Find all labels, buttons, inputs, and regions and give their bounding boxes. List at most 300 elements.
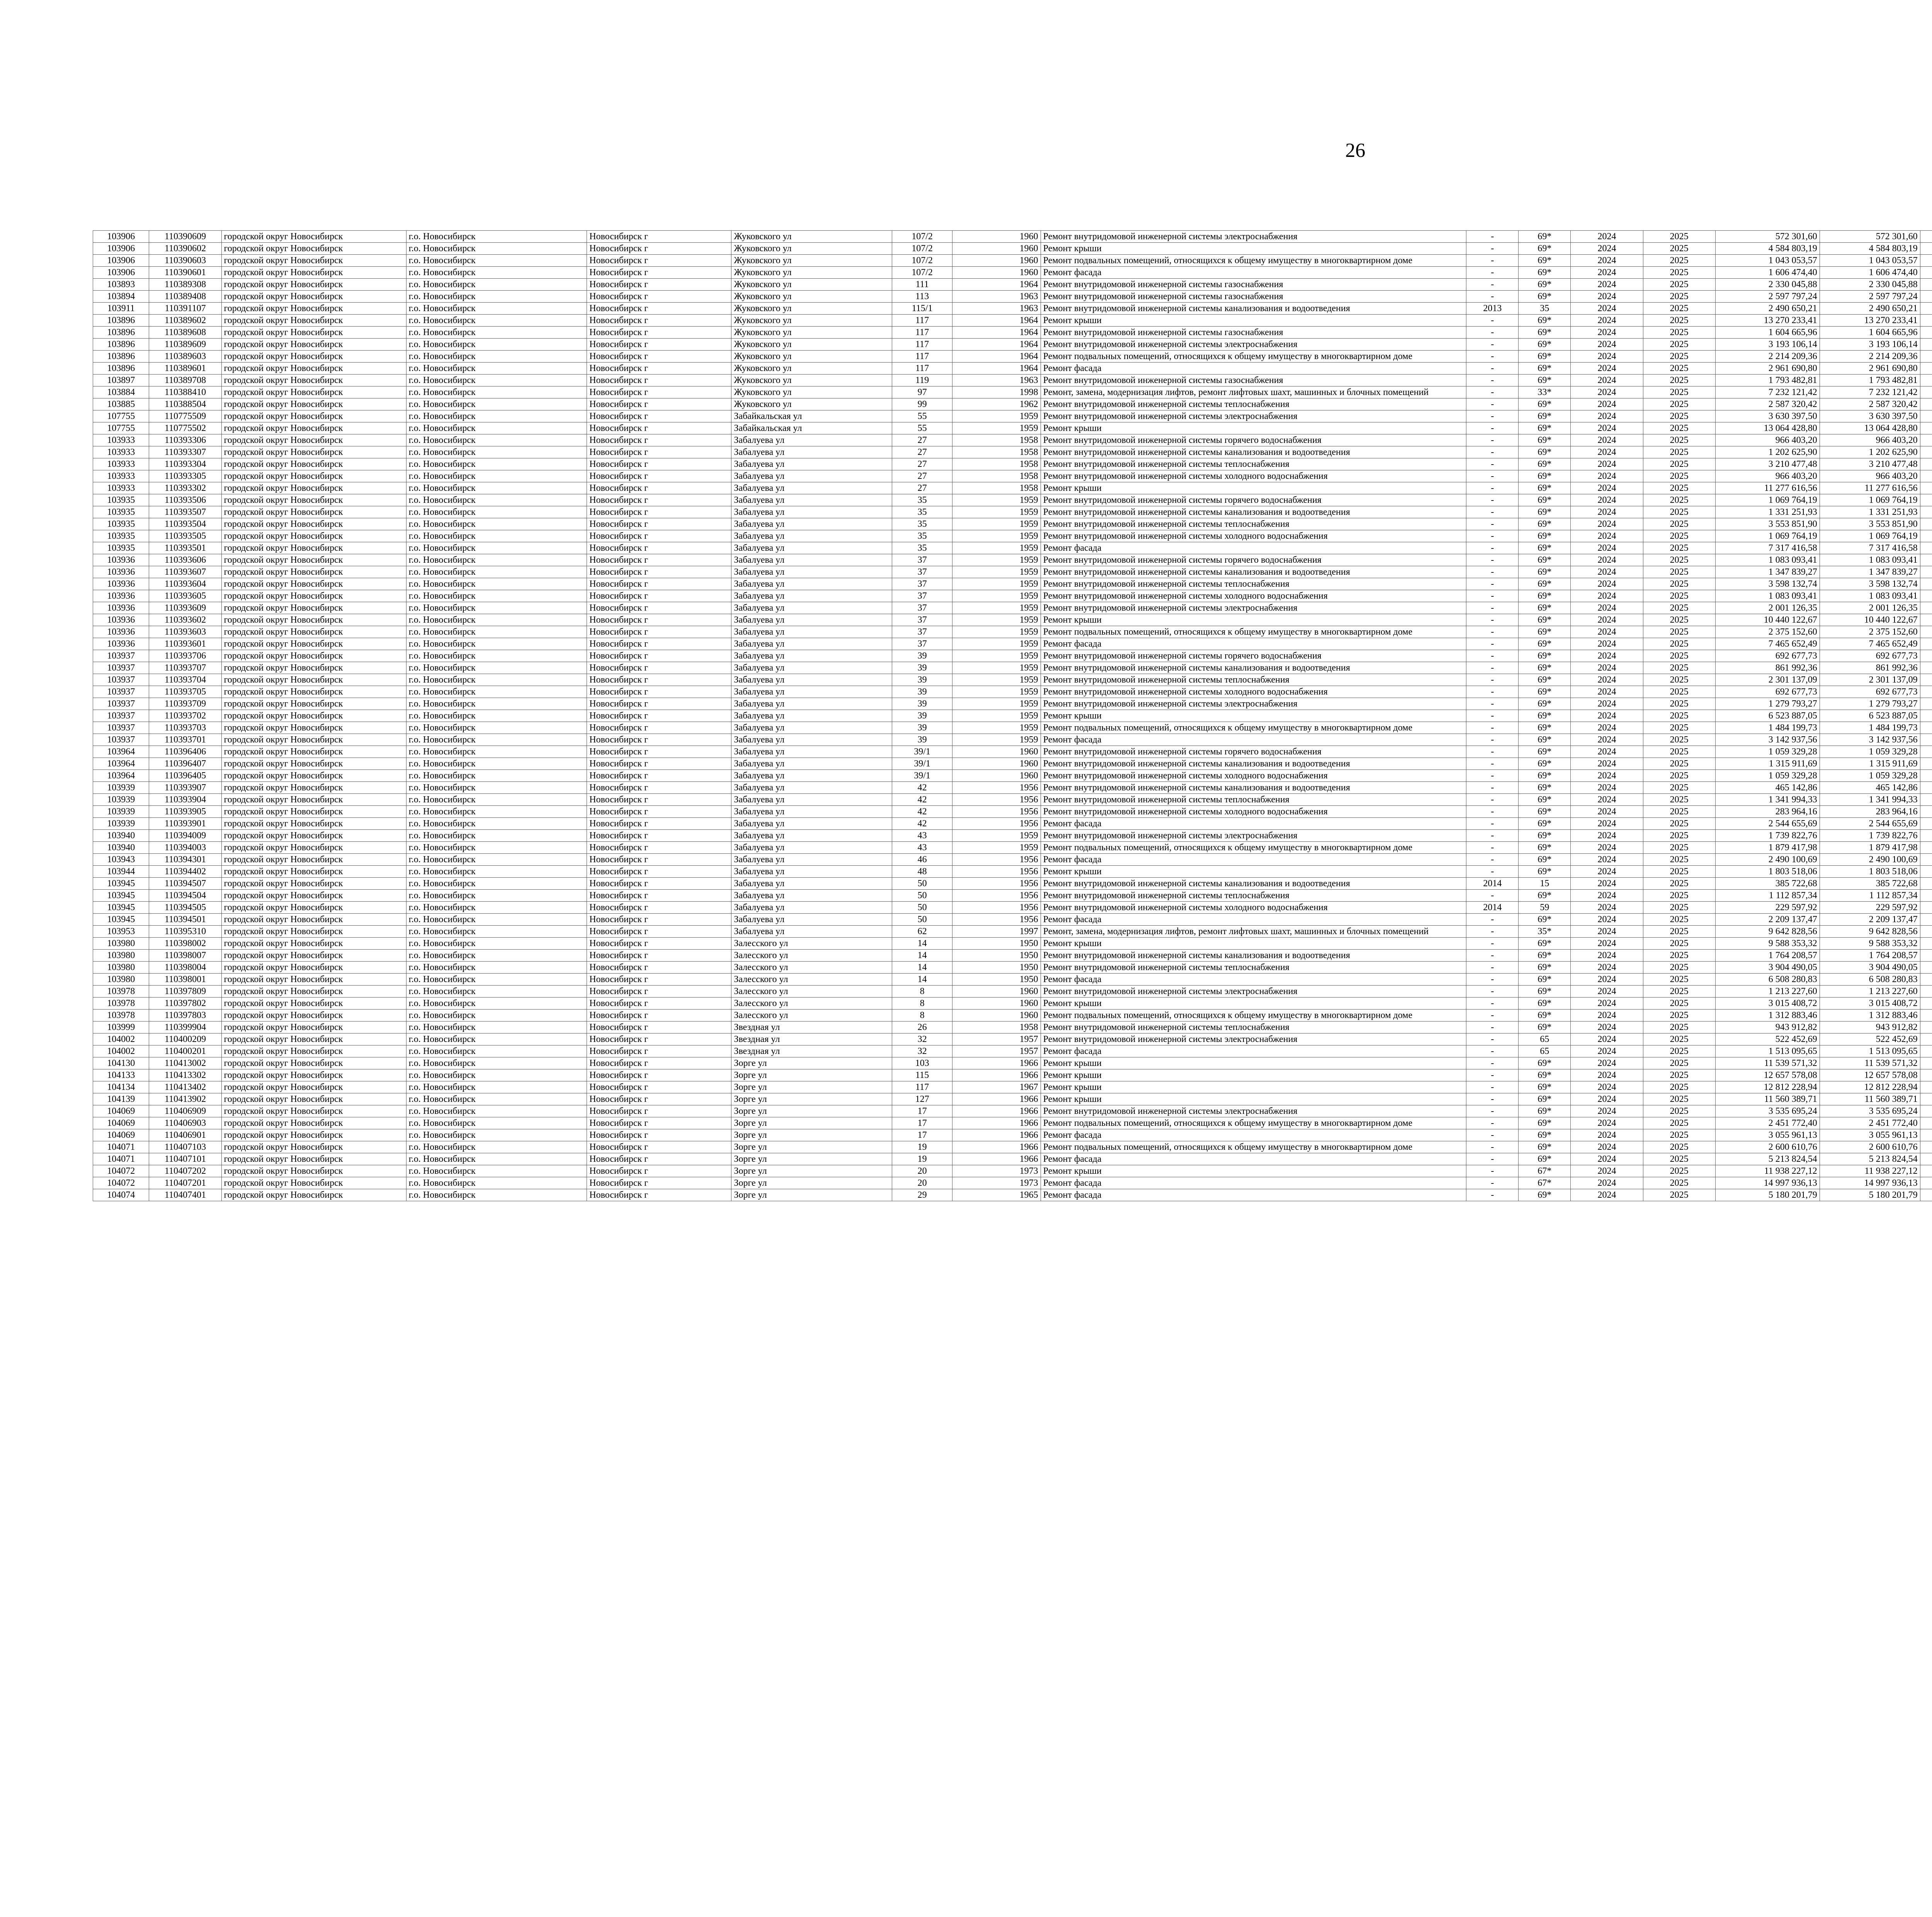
construction-year: 1957 <box>952 1045 1041 1057</box>
table-row <box>93 506 1932 518</box>
house-number: 39/1 <box>892 758 952 770</box>
construction-year: 1966 <box>952 1141 1041 1153</box>
locality: Новосибирск г <box>587 842 731 854</box>
street: Забалуева ул <box>731 794 892 806</box>
locality: Новосибирск г <box>587 782 731 794</box>
budget-funds <box>1920 375 1932 386</box>
plan-end-year: 2025 <box>1643 914 1715 926</box>
wear-percent: 69* <box>1519 770 1571 782</box>
plan-end-year: 2025 <box>1643 926 1715 938</box>
construction-year: 1967 <box>952 1081 1041 1093</box>
locality: Новосибирск г <box>587 674 731 686</box>
street: Забалуева ул <box>731 542 892 554</box>
element-id: 110393907 <box>149 782 221 794</box>
house-number: 35 <box>892 542 952 554</box>
table-row <box>93 1057 1932 1069</box>
municipal-district: городской округ Новосибирск <box>221 638 406 650</box>
budget-funds <box>1920 291 1932 303</box>
street: Забалуева ул <box>731 458 892 470</box>
municipal-district: городской округ Новосибирск <box>221 902 406 914</box>
element-id: 110389602 <box>149 315 221 327</box>
municipal-district: городской округ Новосибирск <box>221 1093 406 1105</box>
work-type: Ремонт фасада <box>1041 1129 1466 1141</box>
regional-fund-cost: 1 484 199,73 <box>1820 722 1920 734</box>
wear-percent: 69* <box>1519 734 1571 746</box>
budget-funds <box>1920 363 1932 375</box>
locality: Новосибирск г <box>587 303 731 315</box>
locality: Новосибирск г <box>587 315 731 327</box>
municipal-district: городской округ Новосибирск <box>221 1057 406 1069</box>
construction-year: 1998 <box>952 386 1041 398</box>
house-number: 19 <box>892 1153 952 1165</box>
work-type: Ремонт фасада <box>1041 638 1466 650</box>
construction-year: 1963 <box>952 375 1041 386</box>
total-cost: 1 069 764,19 <box>1715 530 1820 542</box>
work-type: Ремонт внутридомовой инженерной системы канализования и водоотведения <box>1041 446 1466 458</box>
work-type: Ремонт внутридомовой инженерной системы электроснабжения <box>1041 986 1466 998</box>
house-id: 103937 <box>93 674 149 686</box>
locality: Новосибирск г <box>587 794 731 806</box>
budget-funds <box>1920 1069 1932 1081</box>
house-id: 103980 <box>93 962 149 974</box>
plan-start-year: 2024 <box>1571 950 1643 962</box>
street: Зорге ул <box>731 1069 892 1081</box>
municipality: г.о. Новосибирск <box>406 698 587 710</box>
plan-end-year: 2025 <box>1643 470 1715 482</box>
wear-percent: 69* <box>1519 470 1571 482</box>
budget-funds <box>1920 1153 1932 1165</box>
municipality: г.о. Новосибирск <box>406 926 587 938</box>
construction-year: 1958 <box>952 434 1041 446</box>
regional-fund-cost: 3 015 408,72 <box>1820 998 1920 1010</box>
budget-funds <box>1920 866 1932 878</box>
total-cost: 2 301 137,09 <box>1715 674 1820 686</box>
locality: Новосибирск г <box>587 410 731 422</box>
plan-start-year: 2024 <box>1571 794 1643 806</box>
street: Забалуева ул <box>731 566 892 578</box>
total-cost: 11 277 616,56 <box>1715 482 1820 494</box>
table-row <box>93 351 1932 363</box>
construction-year: 1960 <box>952 243 1041 255</box>
plan-start-year: 2024 <box>1571 542 1643 554</box>
house-id: 103906 <box>93 231 149 243</box>
wear-percent: 69* <box>1519 986 1571 998</box>
plan-end-year: 2025 <box>1643 638 1715 650</box>
wear-percent: 69* <box>1519 410 1571 422</box>
municipality: г.о. Новосибирск <box>406 1189 587 1201</box>
table-row <box>93 375 1932 386</box>
house-number: 27 <box>892 458 952 470</box>
regional-fund-cost: 2 001 126,35 <box>1820 602 1920 614</box>
house-number: 37 <box>892 614 952 626</box>
house-id: 103937 <box>93 698 149 710</box>
work-type: Ремонт внутридомовой инженерной системы канализования и водоотведения <box>1041 878 1466 890</box>
municipality: г.о. Новосибирск <box>406 1093 587 1105</box>
municipal-district: городской округ Новосибирск <box>221 686 406 698</box>
street: Забалуева ул <box>731 926 892 938</box>
last-repair-year: - <box>1466 962 1519 974</box>
last-repair-year: - <box>1466 1069 1519 1081</box>
house-id: 104133 <box>93 1069 149 1081</box>
budget-funds <box>1920 1177 1932 1189</box>
page-number: 26 <box>1345 140 1366 162</box>
house-number: 117 <box>892 1081 952 1093</box>
plan-start-year: 2024 <box>1571 1153 1643 1165</box>
last-repair-year: - <box>1466 638 1519 650</box>
element-id: 110393504 <box>149 518 221 530</box>
total-cost: 1 112 857,34 <box>1715 890 1820 902</box>
municipality: г.о. Новосибирск <box>406 398 587 410</box>
house-number: 107/2 <box>892 255 952 267</box>
last-repair-year: - <box>1466 674 1519 686</box>
table-row <box>93 1105 1932 1117</box>
locality: Новосибирск г <box>587 902 731 914</box>
house-id: 103936 <box>93 590 149 602</box>
construction-year: 1956 <box>952 794 1041 806</box>
locality: Новосибирск г <box>587 530 731 542</box>
house-number: 27 <box>892 434 952 446</box>
house-number: 8 <box>892 1010 952 1021</box>
regional-fund-cost: 692 677,73 <box>1820 686 1920 698</box>
plan-end-year: 2025 <box>1643 446 1715 458</box>
last-repair-year: 2014 <box>1466 902 1519 914</box>
budget-funds <box>1920 398 1932 410</box>
locality: Новосибирск г <box>587 1021 731 1033</box>
work-type: Ремонт внутридомовой инженерной системы холодного водоснабжения <box>1041 590 1466 602</box>
table-row <box>93 1045 1932 1057</box>
budget-funds <box>1920 710 1932 722</box>
plan-end-year: 2025 <box>1643 830 1715 842</box>
element-id: 110393603 <box>149 626 221 638</box>
house-number: 39 <box>892 734 952 746</box>
regional-fund-cost: 13 064 428,80 <box>1820 422 1920 434</box>
regional-fund-cost: 283 964,16 <box>1820 806 1920 818</box>
table-row <box>93 698 1932 710</box>
budget-funds <box>1920 758 1932 770</box>
regional-fund-cost: 2 209 137,47 <box>1820 914 1920 926</box>
element-id: 110393609 <box>149 602 221 614</box>
house-id: 103978 <box>93 998 149 1010</box>
table-row <box>93 758 1932 770</box>
municipality: г.о. Новосибирск <box>406 1117 587 1129</box>
plan-start-year: 2024 <box>1571 351 1643 363</box>
street: Забалуева ул <box>731 614 892 626</box>
municipality: г.о. Новосибирск <box>406 1045 587 1057</box>
house-id: 103936 <box>93 626 149 638</box>
locality: Новосибирск г <box>587 986 731 998</box>
house-number: 19 <box>892 1141 952 1153</box>
plan-end-year: 2025 <box>1643 1153 1715 1165</box>
house-id: 103897 <box>93 375 149 386</box>
house-id: 103940 <box>93 842 149 854</box>
regional-fund-cost: 943 912,82 <box>1820 1021 1920 1033</box>
wear-percent: 69* <box>1519 806 1571 818</box>
table-row <box>93 842 1932 854</box>
municipal-district: городской округ Новосибирск <box>221 866 406 878</box>
wear-percent: 69* <box>1519 566 1571 578</box>
construction-year: 1959 <box>952 662 1041 674</box>
plan-start-year: 2024 <box>1571 422 1643 434</box>
municipal-district: городской округ Новосибирск <box>221 518 406 530</box>
budget-funds <box>1920 590 1932 602</box>
house-id: 104072 <box>93 1177 149 1189</box>
element-id: 110413302 <box>149 1069 221 1081</box>
construction-year: 1956 <box>952 914 1041 926</box>
wear-percent: 69* <box>1519 339 1571 351</box>
municipality: г.о. Новосибирск <box>406 363 587 375</box>
total-cost: 3 015 408,72 <box>1715 998 1820 1010</box>
municipality: г.о. Новосибирск <box>406 375 587 386</box>
regional-fund-cost: 1 793 482,81 <box>1820 375 1920 386</box>
plan-start-year: 2024 <box>1571 303 1643 315</box>
plan-end-year: 2025 <box>1643 542 1715 554</box>
plan-start-year: 2024 <box>1571 770 1643 782</box>
construction-year: 1960 <box>952 231 1041 243</box>
total-cost: 2 451 772,40 <box>1715 1117 1820 1129</box>
plan-start-year: 2024 <box>1571 710 1643 722</box>
budget-funds <box>1920 662 1932 674</box>
wear-percent: 69* <box>1519 279 1571 291</box>
plan-start-year: 2024 <box>1571 1141 1643 1153</box>
street: Жуковского ул <box>731 375 892 386</box>
house-id: 103939 <box>93 782 149 794</box>
wear-percent: 69* <box>1519 794 1571 806</box>
element-id: 110406901 <box>149 1129 221 1141</box>
locality: Новосибирск г <box>587 470 731 482</box>
total-cost: 966 403,20 <box>1715 470 1820 482</box>
construction-year: 1956 <box>952 902 1041 914</box>
table-row <box>93 650 1932 662</box>
house-number: 103 <box>892 1057 952 1069</box>
municipal-district: городской округ Новосибирск <box>221 590 406 602</box>
total-cost: 14 997 936,13 <box>1715 1177 1820 1189</box>
total-cost: 12 657 578,08 <box>1715 1069 1820 1081</box>
locality: Новосибирск г <box>587 351 731 363</box>
regional-fund-cost: 1 315 911,69 <box>1820 758 1920 770</box>
house-id: 103978 <box>93 1010 149 1021</box>
last-repair-year: - <box>1466 530 1519 542</box>
table-row <box>93 962 1932 974</box>
total-cost: 861 992,36 <box>1715 662 1820 674</box>
municipal-district: городской округ Новосибирск <box>221 662 406 674</box>
wear-percent: 15 <box>1519 878 1571 890</box>
work-type: Ремонт внутридомовой инженерной системы электроснабжения <box>1041 1105 1466 1117</box>
locality: Новосибирск г <box>587 746 731 758</box>
wear-percent: 69* <box>1519 554 1571 566</box>
house-id: 104134 <box>93 1081 149 1093</box>
construction-year: 1959 <box>952 638 1041 650</box>
municipal-district: городской округ Новосибирск <box>221 1033 406 1045</box>
municipal-district: городской округ Новосибирск <box>221 878 406 890</box>
last-repair-year: - <box>1466 974 1519 986</box>
total-cost: 2 214 209,36 <box>1715 351 1820 363</box>
municipal-district: городской округ Новосибирск <box>221 1010 406 1021</box>
total-cost: 1 606 474,40 <box>1715 267 1820 279</box>
wear-percent: 69* <box>1519 422 1571 434</box>
work-type: Ремонт крыши <box>1041 1165 1466 1177</box>
last-repair-year: - <box>1466 1189 1519 1201</box>
last-repair-year: - <box>1466 758 1519 770</box>
last-repair-year: - <box>1466 1093 1519 1105</box>
work-type: Ремонт подвальных помещений, относящихся к общему имуществу в многоквартирном доме <box>1041 351 1466 363</box>
plan-start-year: 2024 <box>1571 638 1643 650</box>
street: Зорге ул <box>731 1057 892 1069</box>
plan-start-year: 2024 <box>1571 878 1643 890</box>
work-type: Ремонт внутридомовой инженерной системы горячего водоснабжения <box>1041 434 1466 446</box>
plan-start-year: 2024 <box>1571 1069 1643 1081</box>
element-id: 110391107 <box>149 303 221 315</box>
street: Зорге ул <box>731 1129 892 1141</box>
regional-fund-cost: 2 600 610,76 <box>1820 1141 1920 1153</box>
budget-funds <box>1920 770 1932 782</box>
wear-percent: 69* <box>1519 974 1571 986</box>
regional-fund-cost: 10 440 122,67 <box>1820 614 1920 626</box>
wear-percent: 69* <box>1519 446 1571 458</box>
municipal-district: городской округ Новосибирск <box>221 434 406 446</box>
plan-end-year: 2025 <box>1643 614 1715 626</box>
budget-funds <box>1920 482 1932 494</box>
table-row <box>93 566 1932 578</box>
locality: Новосибирск г <box>587 998 731 1010</box>
table-row <box>93 1129 1932 1141</box>
locality: Новосибирск г <box>587 602 731 614</box>
municipal-district: городской округ Новосибирск <box>221 986 406 998</box>
last-repair-year: - <box>1466 614 1519 626</box>
last-repair-year: 2013 <box>1466 303 1519 315</box>
element-id: 110393904 <box>149 794 221 806</box>
table-row <box>93 938 1932 950</box>
locality: Новосибирск г <box>587 914 731 926</box>
total-cost: 2 001 126,35 <box>1715 602 1820 614</box>
house-number: 39/1 <box>892 770 952 782</box>
street: Забалуева ул <box>731 698 892 710</box>
table-row <box>93 267 1932 279</box>
work-type: Ремонт крыши <box>1041 1093 1466 1105</box>
work-type: Ремонт внутридомовой инженерной системы канализования и водоотведения <box>1041 303 1466 315</box>
regional-fund-cost: 1 312 883,46 <box>1820 1010 1920 1021</box>
locality: Новосибирск г <box>587 650 731 662</box>
total-cost: 3 598 132,74 <box>1715 578 1820 590</box>
regional-fund-cost: 1 606 474,40 <box>1820 267 1920 279</box>
municipality: г.о. Новосибирск <box>406 578 587 590</box>
house-number: 55 <box>892 410 952 422</box>
plan-end-year: 2025 <box>1643 746 1715 758</box>
work-type: Ремонт внутридомовой инженерной системы теплоснабжения <box>1041 962 1466 974</box>
construction-year: 1959 <box>952 506 1041 518</box>
budget-funds <box>1920 554 1932 566</box>
house-id: 103936 <box>93 554 149 566</box>
work-type: Ремонт внутридомовой инженерной системы горячего водоснабжения <box>1041 494 1466 506</box>
wear-percent: 33* <box>1519 386 1571 398</box>
last-repair-year: - <box>1466 1057 1519 1069</box>
last-repair-year: - <box>1466 1033 1519 1045</box>
house-number: 117 <box>892 363 952 375</box>
work-type: Ремонт внутридомовой инженерной системы теплоснабжения <box>1041 458 1466 470</box>
plan-end-year: 2025 <box>1643 998 1715 1010</box>
construction-year: 1957 <box>952 1033 1041 1045</box>
element-id: 110393709 <box>149 698 221 710</box>
construction-year: 1959 <box>952 566 1041 578</box>
regional-fund-cost: 3 598 132,74 <box>1820 578 1920 590</box>
municipality: г.о. Новосибирск <box>406 638 587 650</box>
last-repair-year: - <box>1466 746 1519 758</box>
budget-funds <box>1920 902 1932 914</box>
work-type: Ремонт фасада <box>1041 818 1466 830</box>
house-number: 37 <box>892 590 952 602</box>
municipal-district: городской округ Новосибирск <box>221 267 406 279</box>
budget-funds <box>1920 315 1932 327</box>
municipal-district: городской округ Новосибирск <box>221 554 406 566</box>
element-id: 110394505 <box>149 902 221 914</box>
house-number: 39 <box>892 710 952 722</box>
house-id: 103911 <box>93 303 149 315</box>
wear-percent: 69* <box>1519 938 1571 950</box>
locality: Новосибирск г <box>587 770 731 782</box>
last-repair-year: - <box>1466 986 1519 998</box>
wear-percent: 69* <box>1519 530 1571 542</box>
total-cost: 7 465 652,49 <box>1715 638 1820 650</box>
construction-year: 1960 <box>952 255 1041 267</box>
house-number: 50 <box>892 914 952 926</box>
budget-funds <box>1920 446 1932 458</box>
municipal-district: городской округ Новосибирск <box>221 710 406 722</box>
municipality: г.о. Новосибирск <box>406 878 587 890</box>
regional-fund-cost: 2 214 209,36 <box>1820 351 1920 363</box>
street: Жуковского ул <box>731 327 892 339</box>
house-number: 99 <box>892 398 952 410</box>
last-repair-year: - <box>1466 315 1519 327</box>
street: Зорге ул <box>731 1189 892 1201</box>
last-repair-year: - <box>1466 818 1519 830</box>
house-number: 43 <box>892 842 952 854</box>
house-id: 103935 <box>93 518 149 530</box>
wear-percent: 69* <box>1519 291 1571 303</box>
locality: Новосибирск г <box>587 1153 731 1165</box>
construction-year: 1966 <box>952 1117 1041 1129</box>
street: Забалуева ул <box>731 506 892 518</box>
street: Звездная ул <box>731 1021 892 1033</box>
locality: Новосибирск г <box>587 1165 731 1177</box>
house-number: 8 <box>892 998 952 1010</box>
total-cost: 2 330 045,88 <box>1715 279 1820 291</box>
house-number: 46 <box>892 854 952 866</box>
regional-fund-cost: 1 739 822,76 <box>1820 830 1920 842</box>
house-id: 103933 <box>93 434 149 446</box>
wear-percent: 69* <box>1519 590 1571 602</box>
element-id: 110413902 <box>149 1093 221 1105</box>
street: Забалуева ул <box>731 650 892 662</box>
total-cost: 2 544 655,69 <box>1715 818 1820 830</box>
plan-start-year: 2024 <box>1571 986 1643 998</box>
wear-percent: 69* <box>1519 351 1571 363</box>
regional-fund-cost: 2 961 690,80 <box>1820 363 1920 375</box>
last-repair-year: - <box>1466 998 1519 1010</box>
element-id: 110407103 <box>149 1141 221 1153</box>
work-type: Ремонт, замена, модернизация лифтов, ремонт лифтовых шахт, машинных и блочных помещений <box>1041 926 1466 938</box>
street: Забалуева ул <box>731 470 892 482</box>
regional-fund-cost: 14 997 936,13 <box>1820 1177 1920 1189</box>
house-number: 50 <box>892 890 952 902</box>
street: Залесского ул <box>731 998 892 1010</box>
total-cost: 966 403,20 <box>1715 434 1820 446</box>
plan-start-year: 2024 <box>1571 578 1643 590</box>
table-row <box>93 279 1932 291</box>
regional-fund-cost: 522 452,69 <box>1820 1033 1920 1045</box>
street: Забалуева ул <box>731 902 892 914</box>
work-type: Ремонт крыши <box>1041 243 1466 255</box>
total-cost: 6 523 887,05 <box>1715 710 1820 722</box>
plan-start-year: 2024 <box>1571 1081 1643 1093</box>
